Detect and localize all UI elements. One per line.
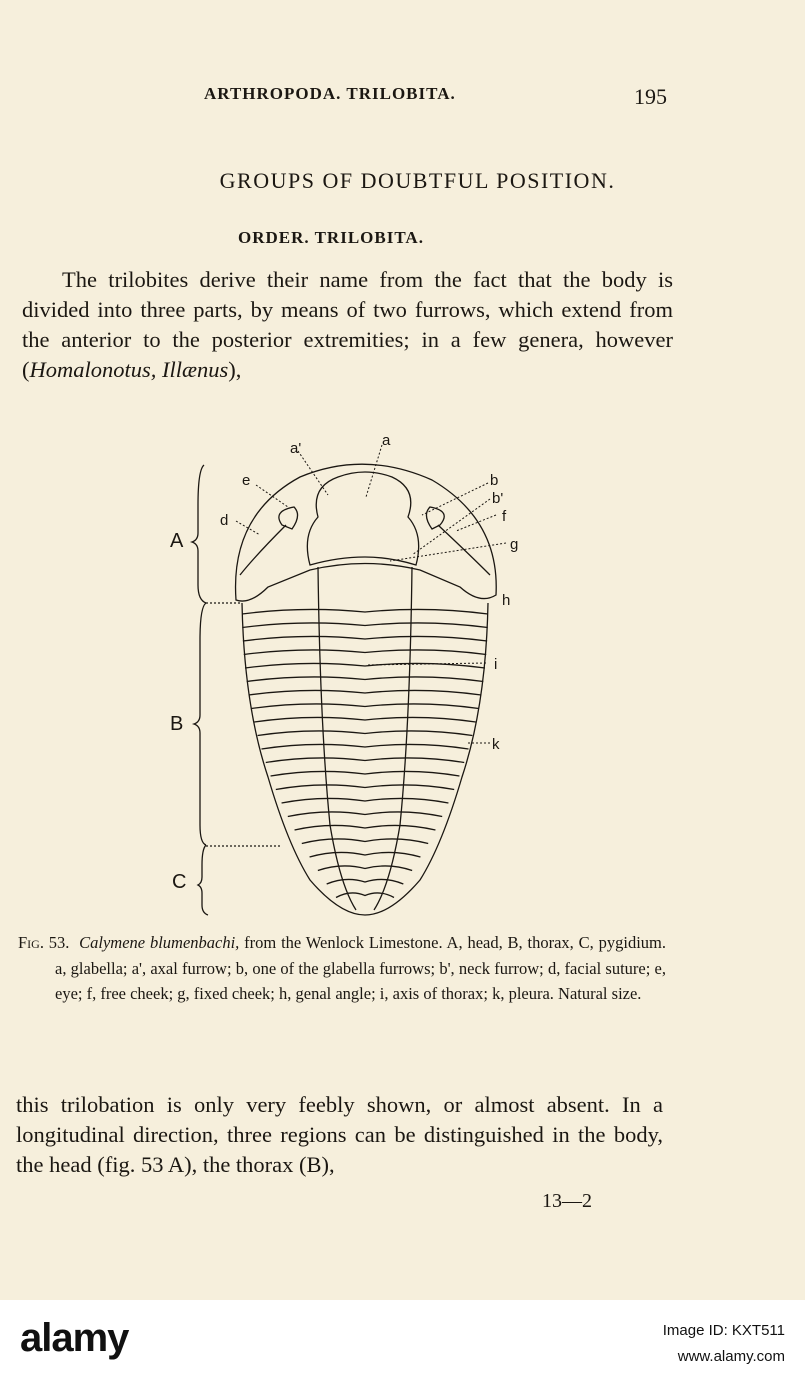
segment-line (276, 785, 454, 790)
eye-right (426, 507, 444, 529)
paragraph-intro (22, 265, 673, 385)
part-label-b-prime: b' (492, 490, 504, 507)
brace-thorax (194, 603, 206, 845)
region-label-a: A (170, 530, 184, 552)
segment-line (282, 798, 449, 803)
part-label-a: a (382, 432, 391, 449)
segment-line (242, 609, 488, 614)
segment-line (295, 825, 436, 830)
part-label-h: h (502, 592, 511, 609)
segment-line (266, 758, 464, 763)
leader-a (366, 445, 382, 497)
caption-text: from the Wenlock Limestone. A, head, B, thorax, C, pygidium. a, glabella; a', axal furrow; b, one of the glabella furrows; b', neck furrow; d, facial suture; e, eye; f, free cheek; g, fixed cheek; h, genal angle; i, axis of thorax; k, pleura. Natural size. (55, 933, 666, 1003)
segment-line (249, 690, 481, 695)
segment-line (327, 879, 404, 884)
segment-line (258, 731, 473, 736)
segment-line (302, 839, 428, 844)
part-label-e: e (242, 472, 251, 489)
brand-logo: alamy (20, 1316, 129, 1360)
region-label-b: B (170, 713, 184, 735)
genera-names: Homalonotus, Illænus (29, 357, 229, 382)
segment-line (310, 852, 421, 857)
leader-b-prime (412, 499, 490, 555)
segment-line (336, 893, 394, 898)
image-id: Image ID: KXT511 (662, 1322, 785, 1339)
page-number: 195 (634, 84, 667, 109)
glabella (307, 472, 418, 565)
section-title: GROUPS OF DOUBTFUL POSITION. (219, 168, 616, 193)
figure-number: Fig. 53. (18, 933, 70, 952)
segment-line (261, 744, 468, 749)
segment-line (251, 704, 478, 709)
site-url: www.alamy.com (677, 1348, 785, 1365)
trilobite-illustration (160, 425, 530, 925)
species-name: Calymene blumenbachi, (79, 933, 240, 952)
facial-suture-right (438, 525, 490, 575)
figure-caption (18, 930, 666, 1007)
part-label-d: d (220, 512, 229, 529)
part-label-g: g (510, 536, 519, 553)
order-title: ORDER. TRILOBITA. (238, 228, 424, 247)
axial-furrow-left (318, 567, 356, 910)
segment-line (242, 623, 487, 628)
segment-line (254, 717, 476, 722)
leader-d (236, 521, 260, 535)
part-label-b: b (490, 472, 499, 489)
cephalon-outline (236, 464, 497, 601)
axial-furrow-right (374, 567, 412, 910)
watermark-footer (0, 1300, 805, 1390)
paragraph-intro-text: The trilobites derive their name from the fact that the body is divided into three parts, by means of two furrows, which extend from the anterior to the posterior extremities; in a few genera, however ( (22, 267, 673, 382)
brace-pygidium (198, 845, 208, 915)
part-label-f: f (502, 508, 507, 525)
brace-head (192, 465, 206, 603)
leader-f (456, 515, 496, 531)
segment-line (318, 866, 412, 871)
part-label-a-prime: a' (290, 440, 302, 457)
signature-mark: 13—2 (542, 1190, 592, 1212)
running-head: ARTHROPODA. TRILOBITA. (204, 84, 456, 103)
leader-g (390, 543, 506, 561)
trilobite-figure (160, 425, 530, 925)
segment-line (244, 650, 487, 655)
thorax-segments (242, 609, 488, 897)
paragraph-continued: this trilobation is only very feebly shown, or almost absent. In a longitudinal direction, three regions can be distinguished in the body, the head (fig. 53 A), the thorax (B), (16, 1092, 663, 1177)
leader-a-prime (298, 451, 328, 495)
part-label-k: k (492, 736, 500, 753)
paragraph-intro-end: ), (228, 357, 242, 382)
segment-line (288, 812, 442, 817)
segment-line (243, 636, 487, 641)
eye-left (279, 507, 298, 529)
region-label-c: C (172, 871, 187, 893)
leader-b (422, 483, 488, 515)
segment-line (247, 677, 484, 682)
segment-line (271, 771, 460, 776)
part-label-i: i (494, 656, 498, 673)
